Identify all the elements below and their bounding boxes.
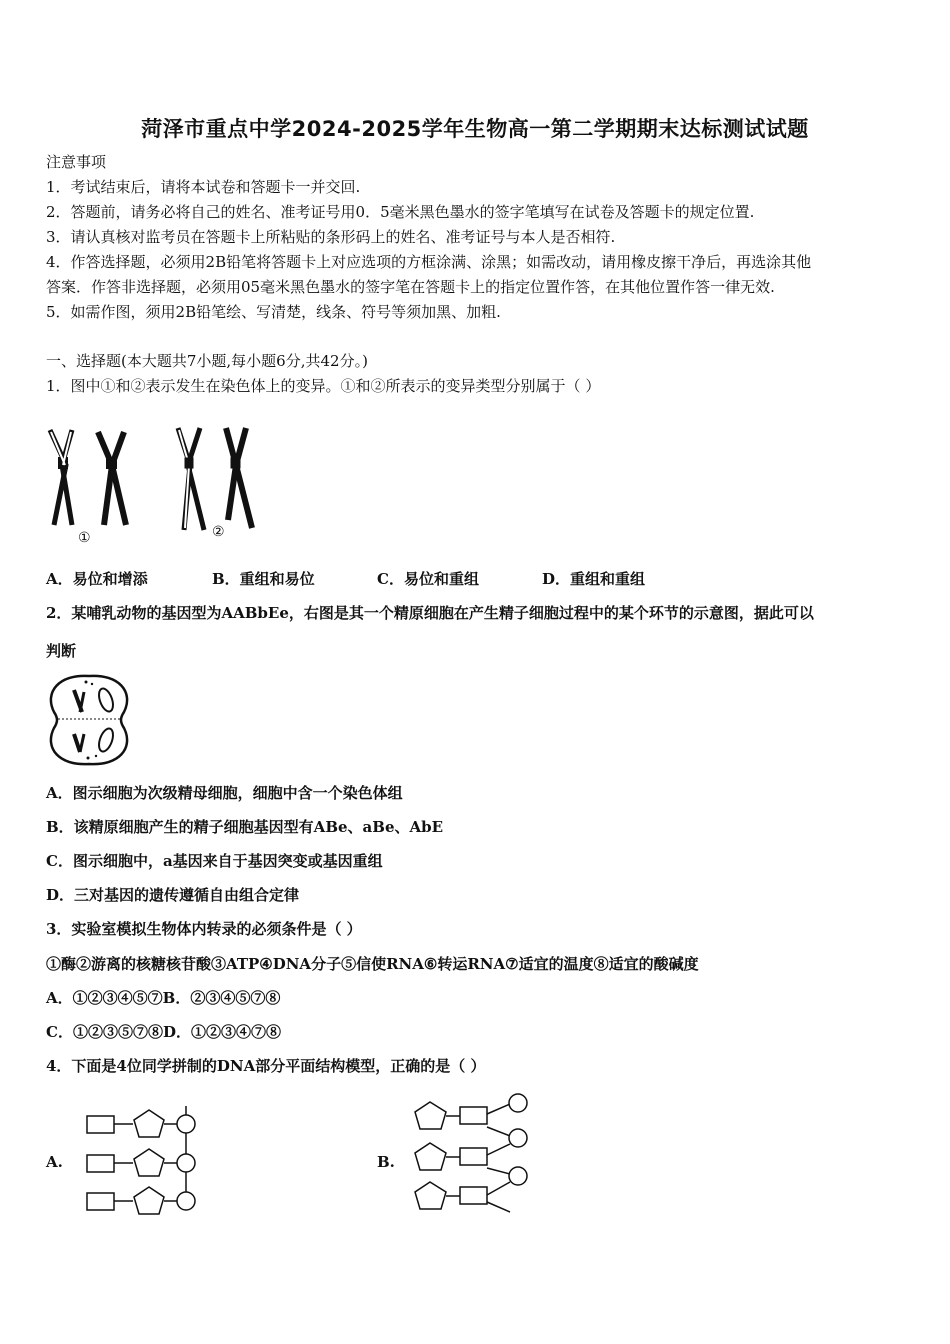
page-title: 菏泽市重点中学2024-2025学年生物高一第二学期期末达标测试试题: [141, 117, 809, 141]
q3-conditions: ①酶②游离的核糖核苷酸③ATP④DNA分子⑤信使RNA⑥转运RNA⑦适宜的温度⑧适宜的酸碱度: [46, 955, 699, 973]
q4-option-a-label[interactable]: A.: [46, 1153, 63, 1171]
q3-options-cd[interactable]: C．①②③⑤⑦⑧D．①②③④⑦⑧: [46, 1023, 281, 1041]
q1-option-b[interactable]: B．重组和易位: [212, 570, 315, 588]
q2-option-c[interactable]: C．图示细胞中，a基因来自于基因突变或基因重组: [46, 852, 383, 870]
notice-heading: 注意事项: [46, 153, 107, 171]
q2-cell-figure: [44, 672, 134, 768]
q1-option-c[interactable]: C．易位和重组: [377, 570, 479, 588]
nucleotide-a3: [87, 1187, 195, 1214]
nucleotide-b3: [415, 1167, 527, 1212]
q4-dna-model-a: [84, 1098, 204, 1228]
chromosome-pair-1: [50, 430, 126, 525]
q2-stem: 2．某哺乳动物的基因型为AABbEe，右图是其一个精原细胞在产生精子细胞过程中的某个环节的示意图，据此可以: [46, 604, 814, 622]
q2-option-d[interactable]: D．三对基因的遗传遵循自由组合定律: [46, 886, 300, 904]
notice-item: 2．答题前，请务必将自己的姓名、准考证号用0．5毫米黑色墨水的签字笔填写在试卷及答题卡的规定位置.: [46, 203, 755, 221]
q2-option-a[interactable]: A．图示细胞为次级精母细胞，细胞中含一个染色体组: [46, 784, 403, 802]
notice-item: 4．作答选择题，必须用2B铅笔将答题卡上对应选项的方框涂满、涂黑；如需改动，请用橡皮擦干净后，再选涂其他: [46, 253, 812, 271]
q1-chromosome-figure: [40, 420, 270, 550]
figure-label-1: ①: [78, 530, 91, 546]
q2-stem-cont: 判断: [46, 642, 77, 660]
notice-item: 3．请认真核对监考员在答题卡上所粘贴的条形码上的姓名、准考证号与本人是否相符.: [46, 228, 616, 246]
q1-stem: 1．图中①和②表示发生在染色体上的变异。①和②所表示的变异类型分别属于（ ）: [46, 377, 601, 395]
figure-label-2: ②: [212, 524, 225, 540]
notice-item: 5．如需作图，须用2B铅笔绘、写清楚，线条、符号等须加黑、加粗.: [46, 303, 501, 321]
q4-dna-model-b: [412, 1092, 542, 1227]
q1-option-d[interactable]: D．重组和重组: [542, 570, 646, 588]
q1-option-a[interactable]: A．易位和增添: [46, 570, 148, 588]
nucleotide-a2: [87, 1149, 195, 1176]
section-heading: 一、选择题(本大题共7小题,每小题6分,共42分。): [46, 352, 368, 370]
q3-stem: 3．实验室模拟生物体内转录的必须条件是（ ）: [46, 920, 362, 938]
nucleotide-b2: [415, 1127, 527, 1170]
q4-stem: 4．下面是4位同学拼制的DNA部分平面结构模型，正确的是（ ）: [46, 1057, 486, 1075]
chromosome-pair-2: [178, 428, 252, 530]
nucleotide-b1: [415, 1094, 527, 1129]
notice-item: 答案．作答非选择题，必须用05毫米黑色墨水的签字笔在答题卡上的指定位置作答，在其他位置作答一律无效.: [46, 278, 775, 296]
q4-option-b-label[interactable]: B.: [377, 1153, 395, 1171]
q2-option-b[interactable]: B．该精原细胞产生的精子细胞基因型有ABe、aBe、AbE: [46, 818, 444, 836]
notice-item: 1．考试结束后，请将本试卷和答题卡一并交回.: [46, 178, 361, 196]
nucleotide-a1: [87, 1110, 195, 1137]
q3-options-ab[interactable]: A．①②③④⑤⑦B．②③④⑤⑦⑧: [46, 989, 281, 1007]
